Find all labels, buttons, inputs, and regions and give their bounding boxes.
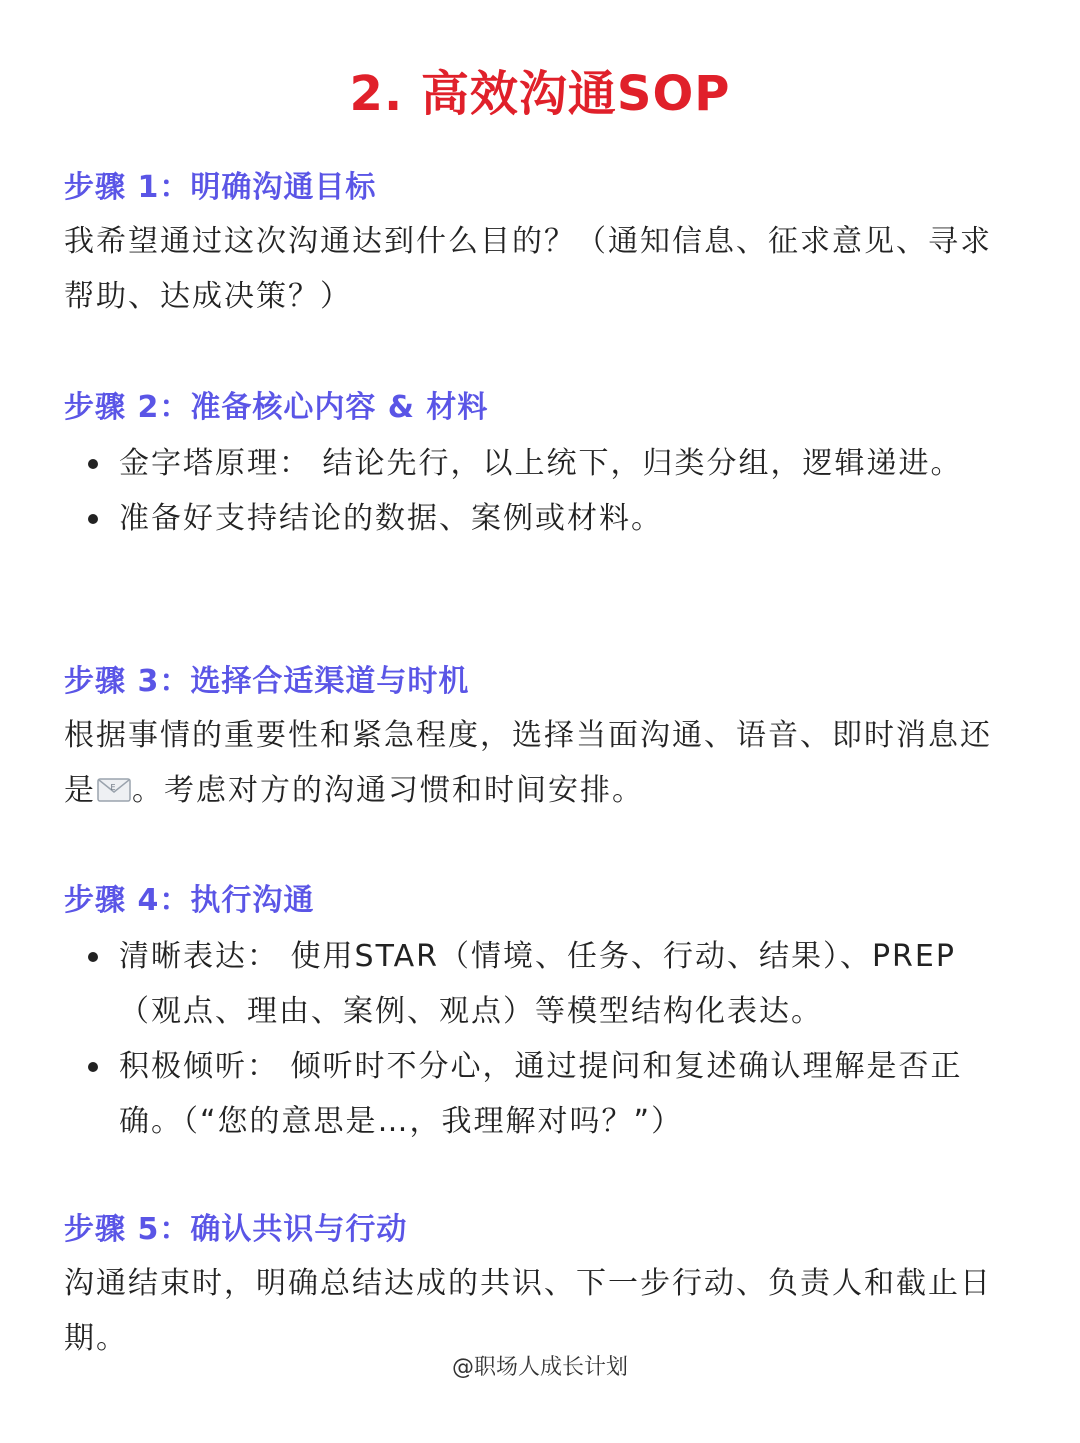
step-5-text: 沟通结束时，明确总结达成的共识、下一步行动、负责人和截止日期。 bbox=[64, 1266, 992, 1356]
step-5-section bbox=[64, 1210, 1014, 1366]
svg-text:E: E bbox=[110, 783, 118, 792]
bullet-dot-icon bbox=[88, 1062, 98, 1072]
step-4-bullet-list bbox=[64, 929, 1014, 1149]
step-2-heading: 步骤 2：准备核心内容 & 材料 bbox=[64, 390, 489, 425]
bullet-dot-icon bbox=[88, 952, 98, 962]
email-envelope-icon bbox=[97, 766, 131, 792]
step-4-bullet-2-text: 积极倾听： 倾听时不分心，通过提问和复述确认理解是否正确。（“您的意思是…，我理解对吗？”） bbox=[119, 1049, 963, 1139]
step-2-bullet-2-text: 准备好支持结论的数据、案例或材料。 bbox=[119, 501, 663, 536]
step-3-text-before-icon: 根据事情的重要性和紧急程度，选择当面沟通、语音、即时消息还是 bbox=[64, 718, 992, 808]
step-5-heading: 步骤 5：确认共识与行动 bbox=[64, 1212, 408, 1247]
step-3-section bbox=[64, 662, 1014, 818]
step-4-section bbox=[64, 881, 1014, 1149]
step-2-bullet-2 bbox=[64, 491, 1014, 546]
step-2-bullet-1 bbox=[64, 436, 1014, 491]
bullet-dot-icon bbox=[88, 514, 98, 524]
footer-attribution: @职场人成长计划 bbox=[451, 1355, 628, 1380]
step-4-heading: 步骤 4：执行沟通 bbox=[64, 883, 315, 918]
step-2-bullet-list bbox=[64, 436, 1014, 546]
page-title: 2. 高效沟通SOP bbox=[349, 66, 731, 122]
step-3-heading: 步骤 3：选择合适渠道与时机 bbox=[64, 664, 470, 699]
step-4-bullet-2 bbox=[64, 1039, 1014, 1149]
step-3-text-after-icon: 。考虑对方的沟通习惯和时间安排。 bbox=[132, 773, 644, 808]
step-1-heading: 步骤 1：明确沟通目标 bbox=[64, 170, 377, 205]
step-4-bullet-1 bbox=[64, 929, 1014, 1039]
step-1-section bbox=[64, 168, 1014, 324]
step-1-text: 我希望通过这次沟通达到什么目的？（通知信息、征求意见、寻求帮助、达成决策？） bbox=[64, 224, 992, 314]
step-2-section bbox=[64, 388, 1014, 546]
step-3-text bbox=[64, 708, 1014, 818]
step-2-bullet-1-text: 金字塔原理： 结论先行，以上统下，归类分组，逻辑递进。 bbox=[119, 446, 963, 481]
step-4-bullet-1-text: 清晰表达： 使用STAR（情境、任务、行动、结果）、PREP（观点、理由、案例、观点）等模型结构化表达。 bbox=[119, 939, 956, 1029]
bullet-dot-icon bbox=[88, 459, 98, 469]
